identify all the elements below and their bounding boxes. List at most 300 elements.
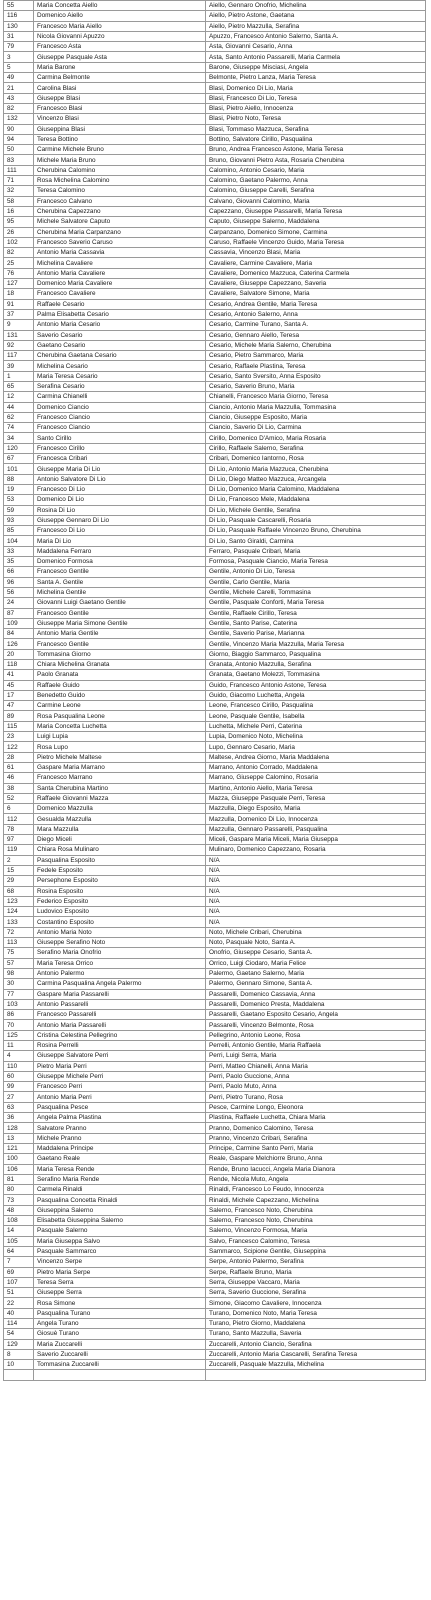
parents-cell[interactable]: Cribari, Domenico Iantorno, Rosa [206, 454, 426, 464]
id-cell[interactable]: 114 [4, 1319, 34, 1329]
name-cell[interactable]: Antonio Maria Cassavia [34, 248, 206, 258]
parents-cell[interactable]: Maltese, Andrea Giorno, Maria Maddalena [206, 752, 426, 762]
id-cell[interactable]: 111 [4, 165, 34, 175]
name-cell[interactable]: Teresa Serra [34, 1277, 206, 1287]
name-cell[interactable] [34, 1370, 206, 1380]
id-cell[interactable]: 39 [4, 361, 34, 371]
id-cell[interactable]: 47 [4, 701, 34, 711]
parents-cell[interactable]: Turano, Santo Mazzulla, Saveria [206, 1329, 426, 1339]
parents-cell[interactable]: Di Lio, Santo Giraldi, Carmina [206, 536, 426, 546]
id-cell[interactable]: 58 [4, 196, 34, 206]
name-cell[interactable]: Angela Turano [34, 1319, 206, 1329]
id-cell[interactable]: 33 [4, 546, 34, 556]
parents-cell[interactable]: Zuccarelli, Antonio Maria Cascarelli, Serafina Teresa [206, 1349, 426, 1359]
name-cell[interactable]: Cherubina Capezzano [34, 206, 206, 216]
id-cell[interactable]: 127 [4, 279, 34, 289]
parents-cell[interactable]: Bruno, Giovanni Pietro Asta, Rosaria Cherubina [206, 155, 426, 165]
name-cell[interactable]: Raffaele Guido [34, 680, 206, 690]
name-cell[interactable]: Chiara Rosa Mulinaro [34, 845, 206, 855]
name-cell[interactable]: Francesco Ciancio [34, 423, 206, 433]
parents-cell[interactable]: Mazza, Giuseppe Pasquale Perri, Teresa [206, 793, 426, 803]
id-cell[interactable]: 14 [4, 1226, 34, 1236]
id-cell[interactable]: 110 [4, 1061, 34, 1071]
name-cell[interactable]: Antonio Maria Cavaliere [34, 268, 206, 278]
parents-cell[interactable] [206, 1370, 426, 1380]
name-cell[interactable]: Maddalena Ferraro [34, 546, 206, 556]
parents-cell[interactable]: Rende, Nicola Muto, Angela [206, 1174, 426, 1184]
id-cell[interactable]: 30 [4, 979, 34, 989]
name-cell[interactable]: Michelina Cesario [34, 361, 206, 371]
id-cell[interactable]: 113 [4, 938, 34, 948]
name-cell[interactable]: Francesco Di Lio [34, 526, 206, 536]
name-cell[interactable]: Pasqualina Esposito [34, 855, 206, 865]
name-cell[interactable]: Teresa Bottino [34, 134, 206, 144]
parents-cell[interactable]: Noto, Pasquale Noto, Santa A. [206, 938, 426, 948]
parents-cell[interactable]: Gentile, Raffaele Cirillo, Teresa [206, 608, 426, 618]
name-cell[interactable]: Palma Elisabetta Cesario [34, 309, 206, 319]
parents-cell[interactable]: N/A [206, 917, 426, 927]
id-cell[interactable]: 121 [4, 1143, 34, 1153]
parents-cell[interactable]: Salvo, Francesco Calomino, Teresa [206, 1236, 426, 1246]
id-cell[interactable]: 37 [4, 309, 34, 319]
name-cell[interactable]: Persephone Esposito [34, 876, 206, 886]
id-cell[interactable]: 90 [4, 124, 34, 134]
name-cell[interactable]: Cristina Celestina Pellegrino [34, 1030, 206, 1040]
parents-cell[interactable]: Gentile, Saverio Parise, Marianna [206, 629, 426, 639]
name-cell[interactable]: Vincenzo Blasi [34, 114, 206, 124]
parents-cell[interactable]: Salerno, Francesco Noto, Cherubina [206, 1216, 426, 1226]
id-cell[interactable]: 80 [4, 1185, 34, 1195]
parents-cell[interactable]: Calomino, Antonio Cesario, Maria [206, 165, 426, 175]
name-cell[interactable]: Domenico Formosa [34, 557, 206, 567]
name-cell[interactable]: Giuseppe Gennaro Di Lio [34, 515, 206, 525]
name-cell[interactable]: Elisabetta Giuseppina Salerno [34, 1216, 206, 1226]
name-cell[interactable]: Nicola Giovanni Apuzzo [34, 31, 206, 41]
id-cell[interactable]: 69 [4, 1267, 34, 1277]
name-cell[interactable]: Francesco Passarelli [34, 1010, 206, 1020]
parents-cell[interactable]: Calomino, Giuseppe Carelli, Serafina [206, 186, 426, 196]
id-cell[interactable]: 96 [4, 577, 34, 587]
parents-cell[interactable]: Blasi, Francesco Di Lio, Teresa [206, 93, 426, 103]
id-cell[interactable]: 59 [4, 505, 34, 515]
id-cell[interactable]: 95 [4, 217, 34, 227]
id-cell[interactable]: 16 [4, 206, 34, 216]
parents-cell[interactable]: Simone, Giacomo Cavaliere, Innocenza [206, 1298, 426, 1308]
parents-cell[interactable]: Passarelli, Domenico Cassavia, Anna [206, 989, 426, 999]
id-cell[interactable]: 102 [4, 237, 34, 247]
parents-cell[interactable]: Guido, Giacomo Luchetta, Angela [206, 690, 426, 700]
id-cell[interactable]: 119 [4, 845, 34, 855]
parents-cell[interactable]: Passarelli, Vincenzo Belmonte, Rosa [206, 1020, 426, 1030]
name-cell[interactable]: Diego Miceli [34, 835, 206, 845]
name-cell[interactable]: Maddalena Principe [34, 1143, 206, 1153]
name-cell[interactable]: Rosa Lupo [34, 742, 206, 752]
parents-cell[interactable]: Calvano, Giovanni Calomino, Maria [206, 196, 426, 206]
parents-cell[interactable]: Leone, Pasquale Gentile, Isabella [206, 711, 426, 721]
id-cell[interactable]: 92 [4, 340, 34, 350]
name-cell[interactable]: Domenico Maria Cavaliere [34, 279, 206, 289]
id-cell[interactable]: 15 [4, 865, 34, 875]
id-cell[interactable]: 61 [4, 762, 34, 772]
name-cell[interactable]: Teresa Calomino [34, 186, 206, 196]
parents-cell[interactable]: Cirillo, Domenico D'Amico, Maria Rosaria [206, 433, 426, 443]
parents-cell[interactable]: Perrelli, Antonio Gentile, Maria Raffaela [206, 1040, 426, 1050]
id-cell[interactable]: 118 [4, 660, 34, 670]
name-cell[interactable]: Giuseppina Blasi [34, 124, 206, 134]
parents-cell[interactable]: Ferraro, Pasquale Cribari, Maria [206, 546, 426, 556]
name-cell[interactable]: Francesco Di Lio [34, 484, 206, 494]
id-cell[interactable]: 101 [4, 464, 34, 474]
id-cell[interactable]: 115 [4, 721, 34, 731]
name-cell[interactable]: Luigi Lupia [34, 732, 206, 742]
name-cell[interactable]: Costantino Esposito [34, 917, 206, 927]
name-cell[interactable]: Antonio Maria Noto [34, 927, 206, 937]
parents-cell[interactable]: Serra, Giuseppe Vaccaro, Maria [206, 1277, 426, 1287]
parents-cell[interactable]: Martino, Antonio Aiello, Maria Teresa [206, 783, 426, 793]
name-cell[interactable]: Serafino Maria Onofrio [34, 948, 206, 958]
id-cell[interactable]: 43 [4, 93, 34, 103]
parents-cell[interactable]: N/A [206, 876, 426, 886]
id-cell[interactable]: 8 [4, 1349, 34, 1359]
name-cell[interactable]: Serafino Maria Rende [34, 1174, 206, 1184]
parents-cell[interactable]: Asta, Santo Antonio Passarelli, Maria Carmela [206, 52, 426, 62]
id-cell[interactable]: 12 [4, 392, 34, 402]
parents-cell[interactable]: Granata, Gaetano Molezzi, Tommasina [206, 670, 426, 680]
name-cell[interactable]: Antonio Maria Cesario [34, 320, 206, 330]
name-cell[interactable]: Francesco Gentile [34, 639, 206, 649]
id-cell[interactable]: 50 [4, 145, 34, 155]
name-cell[interactable]: Francesco Calvano [34, 196, 206, 206]
name-cell[interactable]: Domenico Aiello [34, 11, 206, 21]
id-cell[interactable]: 130 [4, 21, 34, 31]
name-cell[interactable]: Saverio Cesario [34, 330, 206, 340]
parents-cell[interactable]: Cirillo, Raffaele Salerno, Serafina [206, 443, 426, 453]
id-cell[interactable]: 4 [4, 1051, 34, 1061]
parents-cell[interactable]: Zuccarelli, Pasquale Mazzulla, Michelina [206, 1360, 426, 1370]
parents-cell[interactable]: Granata, Antonio Mazzulla, Serafina [206, 660, 426, 670]
parents-cell[interactable]: Gentile, Carlo Gentile, Maria [206, 577, 426, 587]
id-cell[interactable]: 97 [4, 835, 34, 845]
name-cell[interactable]: Serafina Cesario [34, 381, 206, 391]
id-cell[interactable]: 36 [4, 1113, 34, 1123]
id-cell[interactable]: 32 [4, 186, 34, 196]
parents-cell[interactable]: Cassavia, Vincenzo Blasi, Maria [206, 248, 426, 258]
name-cell[interactable]: Carolina Blasi [34, 83, 206, 93]
id-cell[interactable]: 131 [4, 330, 34, 340]
parents-cell[interactable]: Mazzulla, Domenico Di Lio, Innocenza [206, 814, 426, 824]
parents-cell[interactable]: Capezzano, Giuseppe Passarelli, Maria Teresa [206, 206, 426, 216]
parents-cell[interactable]: Calomino, Gaetano Palermo, Anna [206, 176, 426, 186]
name-cell[interactable]: Fedele Esposito [34, 865, 206, 875]
id-cell[interactable]: 98 [4, 968, 34, 978]
name-cell[interactable]: Francesco Maria Aiello [34, 21, 206, 31]
name-cell[interactable]: Rosa Pasqualina Leone [34, 711, 206, 721]
id-cell[interactable]: 23 [4, 732, 34, 742]
id-cell[interactable]: 11 [4, 1040, 34, 1050]
id-cell[interactable]: 84 [4, 629, 34, 639]
name-cell[interactable]: Santa Cherubina Martino [34, 783, 206, 793]
parents-cell[interactable]: Lupo, Gennaro Cesario, Maria [206, 742, 426, 752]
name-cell[interactable]: Pasqualina Pesce [34, 1102, 206, 1112]
name-cell[interactable]: Carmela Rinaldi [34, 1185, 206, 1195]
id-cell[interactable]: 5 [4, 62, 34, 72]
name-cell[interactable]: Giuseppe Michele Perri [34, 1071, 206, 1081]
id-cell[interactable]: 67 [4, 454, 34, 464]
parents-cell[interactable]: Caruso, Raffaele Vincenzo Guido, Maria Teresa [206, 237, 426, 247]
parents-cell[interactable]: Cavaliere, Giuseppe Capezzano, Saveria [206, 279, 426, 289]
id-cell[interactable]: 62 [4, 412, 34, 422]
id-cell[interactable]: 49 [4, 73, 34, 83]
name-cell[interactable]: Saverio Zuccarelli [34, 1349, 206, 1359]
name-cell[interactable]: Michele Pranno [34, 1133, 206, 1143]
parents-cell[interactable]: Asta, Giovanni Cesario, Anna [206, 42, 426, 52]
id-cell[interactable]: 60 [4, 1071, 34, 1081]
name-cell[interactable]: Tommasina Giorno [34, 649, 206, 659]
name-cell[interactable]: Pietro Maria Serpe [34, 1267, 206, 1277]
id-cell[interactable]: 41 [4, 670, 34, 680]
parents-cell[interactable]: Miceli, Gaspare Maria Miceli, Maria Giuseppa [206, 835, 426, 845]
id-cell[interactable]: 9 [4, 320, 34, 330]
name-cell[interactable]: Antonio Maria Passarelli [34, 1020, 206, 1030]
id-cell[interactable]: 51 [4, 1288, 34, 1298]
id-cell[interactable]: 2 [4, 855, 34, 865]
id-cell[interactable]: 126 [4, 639, 34, 649]
name-cell[interactable]: Gaetano Cesario [34, 340, 206, 350]
name-cell[interactable]: Pasqualina Concetta Rinaldi [34, 1195, 206, 1205]
parents-cell[interactable]: N/A [206, 907, 426, 917]
name-cell[interactable]: Maria Giuseppa Salvo [34, 1236, 206, 1246]
name-cell[interactable]: Francesco Cirillo [34, 443, 206, 453]
id-cell[interactable]: 125 [4, 1030, 34, 1040]
parents-cell[interactable]: Di Lio, Michele Gentile, Serafina [206, 505, 426, 515]
parents-cell[interactable]: Gentile, Michele Carelli, Tommasina [206, 587, 426, 597]
parents-cell[interactable]: Salerno, Vincenzo Formosa, Maria [206, 1226, 426, 1236]
id-cell[interactable]: 38 [4, 783, 34, 793]
parents-cell[interactable]: Rinaldi, Francesco Lo Feudo, Innocenza [206, 1185, 426, 1195]
parents-cell[interactable]: Palermo, Gaetano Salerno, Maria [206, 968, 426, 978]
name-cell[interactable]: Maria Di Lio [34, 536, 206, 546]
id-cell[interactable]: 53 [4, 495, 34, 505]
parents-cell[interactable]: Perri, Luigi Serra, Maria [206, 1051, 426, 1061]
name-cell[interactable]: Salvatore Pranno [34, 1123, 206, 1133]
parents-cell[interactable]: Cesario, Carmine Turano, Santa A. [206, 320, 426, 330]
parents-cell[interactable]: Cavaliere, Salvatore Simone, Maria [206, 289, 426, 299]
id-cell[interactable]: 107 [4, 1277, 34, 1287]
parents-cell[interactable]: Leone, Francesco Cirillo, Pasqualina [206, 701, 426, 711]
parents-cell[interactable]: Pranno, Domenico Calomino, Teresa [206, 1123, 426, 1133]
name-cell[interactable]: Maria Concetta Luchetta [34, 721, 206, 731]
name-cell[interactable]: Domenico Ciancio [34, 402, 206, 412]
name-cell[interactable]: Francesco Asta [34, 42, 206, 52]
parents-cell[interactable]: Caputo, Giuseppe Salerno, Maddalena [206, 217, 426, 227]
parents-cell[interactable]: Pranno, Vincenzo Cribari, Serafina [206, 1133, 426, 1143]
name-cell[interactable]: Cherubina Calomino [34, 165, 206, 175]
parents-cell[interactable]: Perri, Pietro Turano, Rosa [206, 1092, 426, 1102]
id-cell[interactable]: 75 [4, 948, 34, 958]
id-cell[interactable]: 112 [4, 814, 34, 824]
id-cell[interactable]: 17 [4, 690, 34, 700]
name-cell[interactable]: Tommasina Zuccarelli [34, 1360, 206, 1370]
id-cell[interactable]: 55 [4, 1, 34, 11]
name-cell[interactable]: Mara Mazzulla [34, 824, 206, 834]
name-cell[interactable]: Francesco Saverio Caruso [34, 237, 206, 247]
id-cell[interactable]: 1 [4, 371, 34, 381]
id-cell[interactable]: 108 [4, 1216, 34, 1226]
id-cell[interactable]: 81 [4, 1174, 34, 1184]
name-cell[interactable]: Giuseppina Salerno [34, 1205, 206, 1215]
id-cell[interactable]: 104 [4, 536, 34, 546]
parents-cell[interactable]: Marrano, Giuseppe Calomino, Rosaria [206, 773, 426, 783]
name-cell[interactable]: Francesco Ciancio [34, 412, 206, 422]
parents-cell[interactable]: Passarelli, Domenico Presta, Maddalena [206, 999, 426, 1009]
id-cell[interactable]: 65 [4, 381, 34, 391]
parents-cell[interactable]: Perri, Paolo Muto, Anna [206, 1082, 426, 1092]
name-cell[interactable]: Carmine Michele Bruno [34, 145, 206, 155]
id-cell[interactable]: 71 [4, 176, 34, 186]
parents-cell[interactable]: Cesario, Saverio Bruno, Maria [206, 381, 426, 391]
name-cell[interactable]: Raffaele Cesario [34, 299, 206, 309]
name-cell[interactable]: Angela Palma Plastina [34, 1113, 206, 1123]
parents-cell[interactable]: Blasi, Domenico Di Lio, Maria [206, 83, 426, 93]
name-cell[interactable]: Rosina Perrelli [34, 1040, 206, 1050]
parents-cell[interactable]: Perri, Paolo Guccione, Anna [206, 1071, 426, 1081]
id-cell[interactable]: 19 [4, 484, 34, 494]
id-cell[interactable]: 28 [4, 752, 34, 762]
name-cell[interactable]: Rosa Michelina Calomino [34, 176, 206, 186]
name-cell[interactable]: Antonio Passarelli [34, 999, 206, 1009]
id-cell[interactable]: 29 [4, 876, 34, 886]
parents-cell[interactable]: Blasi, Tommaso Mazzuca, Serafina [206, 124, 426, 134]
parents-cell[interactable]: Salerno, Francesco Noto, Cherubina [206, 1205, 426, 1215]
name-cell[interactable]: Gesualda Mazzulla [34, 814, 206, 824]
parents-cell[interactable]: N/A [206, 896, 426, 906]
id-cell[interactable]: 64 [4, 1246, 34, 1256]
name-cell[interactable]: Gaetano Reale [34, 1154, 206, 1164]
parents-cell[interactable]: Onofrio, Giuseppe Cesario, Santa A. [206, 948, 426, 958]
id-cell[interactable]: 74 [4, 423, 34, 433]
parents-cell[interactable]: Pellegrino, Antonio Leone, Rosa [206, 1030, 426, 1040]
id-cell[interactable]: 44 [4, 402, 34, 412]
id-cell[interactable]: 79 [4, 42, 34, 52]
id-cell[interactable]: 40 [4, 1308, 34, 1318]
id-cell[interactable]: 122 [4, 742, 34, 752]
id-cell[interactable]: 88 [4, 474, 34, 484]
id-cell[interactable]: 26 [4, 227, 34, 237]
parents-cell[interactable]: Rende, Bruno Iacucci, Angela Maria Dianora [206, 1164, 426, 1174]
parents-cell[interactable]: Sammarco, Scipione Gentile, Giuseppina [206, 1246, 426, 1256]
id-cell[interactable]: 87 [4, 608, 34, 618]
parents-cell[interactable]: Di Lio, Pasquale Raffaele Vincenzo Bruno, Cherubina [206, 526, 426, 536]
parents-cell[interactable]: Serpe, Raffaele Bruno, Maria [206, 1267, 426, 1277]
id-cell[interactable]: 35 [4, 557, 34, 567]
id-cell[interactable]: 57 [4, 958, 34, 968]
name-cell[interactable]: Santa A. Gentile [34, 577, 206, 587]
name-cell[interactable]: Francesca Cribari [34, 454, 206, 464]
name-cell[interactable]: Michele Maria Bruno [34, 155, 206, 165]
name-cell[interactable]: Giuseppe Maria Simone Gentile [34, 618, 206, 628]
name-cell[interactable]: Maria Teresa Orrico [34, 958, 206, 968]
name-cell[interactable]: Paolo Granata [34, 670, 206, 680]
id-cell[interactable]: 133 [4, 917, 34, 927]
name-cell[interactable]: Maria Zuccarelli [34, 1339, 206, 1349]
name-cell[interactable]: Antonio Maria Gentile [34, 629, 206, 639]
id-cell[interactable]: 20 [4, 649, 34, 659]
name-cell[interactable]: Francesco Gentile [34, 567, 206, 577]
id-cell[interactable]: 82 [4, 248, 34, 258]
id-cell[interactable]: 34 [4, 433, 34, 443]
name-cell[interactable]: Pasqualina Turano [34, 1308, 206, 1318]
name-cell[interactable]: Vincenzo Serpe [34, 1257, 206, 1267]
parents-cell[interactable]: Reale, Gaspare Melchiorre Bruno, Anna [206, 1154, 426, 1164]
parents-cell[interactable]: Aiello, Pietro Mazzulla, Serafina [206, 21, 426, 31]
parents-cell[interactable]: Gentile, Santo Parise, Caterina [206, 618, 426, 628]
name-cell[interactable]: Federico Esposito [34, 896, 206, 906]
parents-cell[interactable]: Di Lio, Domenico Maria Calomino, Maddalena [206, 484, 426, 494]
name-cell[interactable]: Gaspare Maria Passarelli [34, 989, 206, 999]
parents-cell[interactable]: Giorno, Biaggio Sammarco, Pasqualina [206, 649, 426, 659]
parents-cell[interactable]: N/A [206, 865, 426, 875]
parents-cell[interactable]: Di Lio, Diego Matteo Mazzuca, Arcangela [206, 474, 426, 484]
parents-cell[interactable]: Cesario, Antonio Salerno, Anna [206, 309, 426, 319]
name-cell[interactable]: Francesco Blasi [34, 103, 206, 113]
id-cell[interactable]: 25 [4, 258, 34, 268]
name-cell[interactable]: Maria Teresa Cesario [34, 371, 206, 381]
name-cell[interactable]: Antonio Salvatore Di Lio [34, 474, 206, 484]
name-cell[interactable]: Giuseppe Serra [34, 1288, 206, 1298]
name-cell[interactable]: Benedetto Guido [34, 690, 206, 700]
parents-cell[interactable]: Cesario, Raffaele Plastina, Teresa [206, 361, 426, 371]
name-cell[interactable]: Giuseppe Salvatore Perri [34, 1051, 206, 1061]
name-cell[interactable]: Carmina Chianelli [34, 392, 206, 402]
parents-cell[interactable]: Di Lio, Francesco Mele, Maddalena [206, 495, 426, 505]
parents-cell[interactable]: Ciancio, Antonio Maria Mazzulla, Tommasina [206, 402, 426, 412]
parents-cell[interactable]: Perri, Matteo Chianelli, Anna Maria [206, 1061, 426, 1071]
id-cell[interactable]: 128 [4, 1123, 34, 1133]
parents-cell[interactable]: Cesario, Gennaro Aiello, Teresa [206, 330, 426, 340]
parents-cell[interactable]: Mazzulla, Diego Esposito, Maria [206, 804, 426, 814]
name-cell[interactable]: Santo Cirillo [34, 433, 206, 443]
id-cell[interactable]: 24 [4, 598, 34, 608]
name-cell[interactable]: Ludovico Esposito [34, 907, 206, 917]
id-cell[interactable]: 85 [4, 526, 34, 536]
parents-cell[interactable]: Cavaliere, Carmine Cavaliere, Maria [206, 258, 426, 268]
name-cell[interactable]: Giuseppe Pasquale Asta [34, 52, 206, 62]
parents-cell[interactable]: Pesce, Carmine Longo, Eleonora [206, 1102, 426, 1112]
id-cell[interactable]: 7 [4, 1257, 34, 1267]
parents-cell[interactable]: Formosa, Pasquale Ciancio, Maria Teresa [206, 557, 426, 567]
parents-cell[interactable]: Cesario, Santo Sversito, Anna Esposito [206, 371, 426, 381]
id-cell[interactable]: 82 [4, 103, 34, 113]
parents-cell[interactable]: Di Lio, Pasquale Cascarelli, Rosaria [206, 515, 426, 525]
parents-cell[interactable]: Aiello, Gennaro Onofrio, Michelina [206, 1, 426, 11]
id-cell[interactable]: 54 [4, 1329, 34, 1339]
parents-cell[interactable]: Gentile, Pasquale Conforti, Maria Teresa [206, 598, 426, 608]
name-cell[interactable]: Chiara Michelina Granata [34, 660, 206, 670]
parents-cell[interactable]: Blasi, Pietro Noto, Teresa [206, 114, 426, 124]
name-cell[interactable]: Francesco Marrano [34, 773, 206, 783]
name-cell[interactable]: Antonio Palermo [34, 968, 206, 978]
name-cell[interactable]: Cherubina Maria Carpanzano [34, 227, 206, 237]
name-cell[interactable]: Michele Salvatore Caputo [34, 217, 206, 227]
id-cell[interactable]: 99 [4, 1082, 34, 1092]
parents-cell[interactable]: Marrano, Antonio Corrado, Maddalena [206, 762, 426, 772]
name-cell[interactable]: Giuseppe Serafino Noto [34, 938, 206, 948]
name-cell[interactable]: Carmina Pasqualina Angela Palermo [34, 979, 206, 989]
id-cell[interactable]: 132 [4, 114, 34, 124]
parents-cell[interactable]: Gentile, Antonio Di Lio, Teresa [206, 567, 426, 577]
name-cell[interactable]: Giuseppe Maria Di Lio [34, 464, 206, 474]
id-cell[interactable]: 3 [4, 52, 34, 62]
